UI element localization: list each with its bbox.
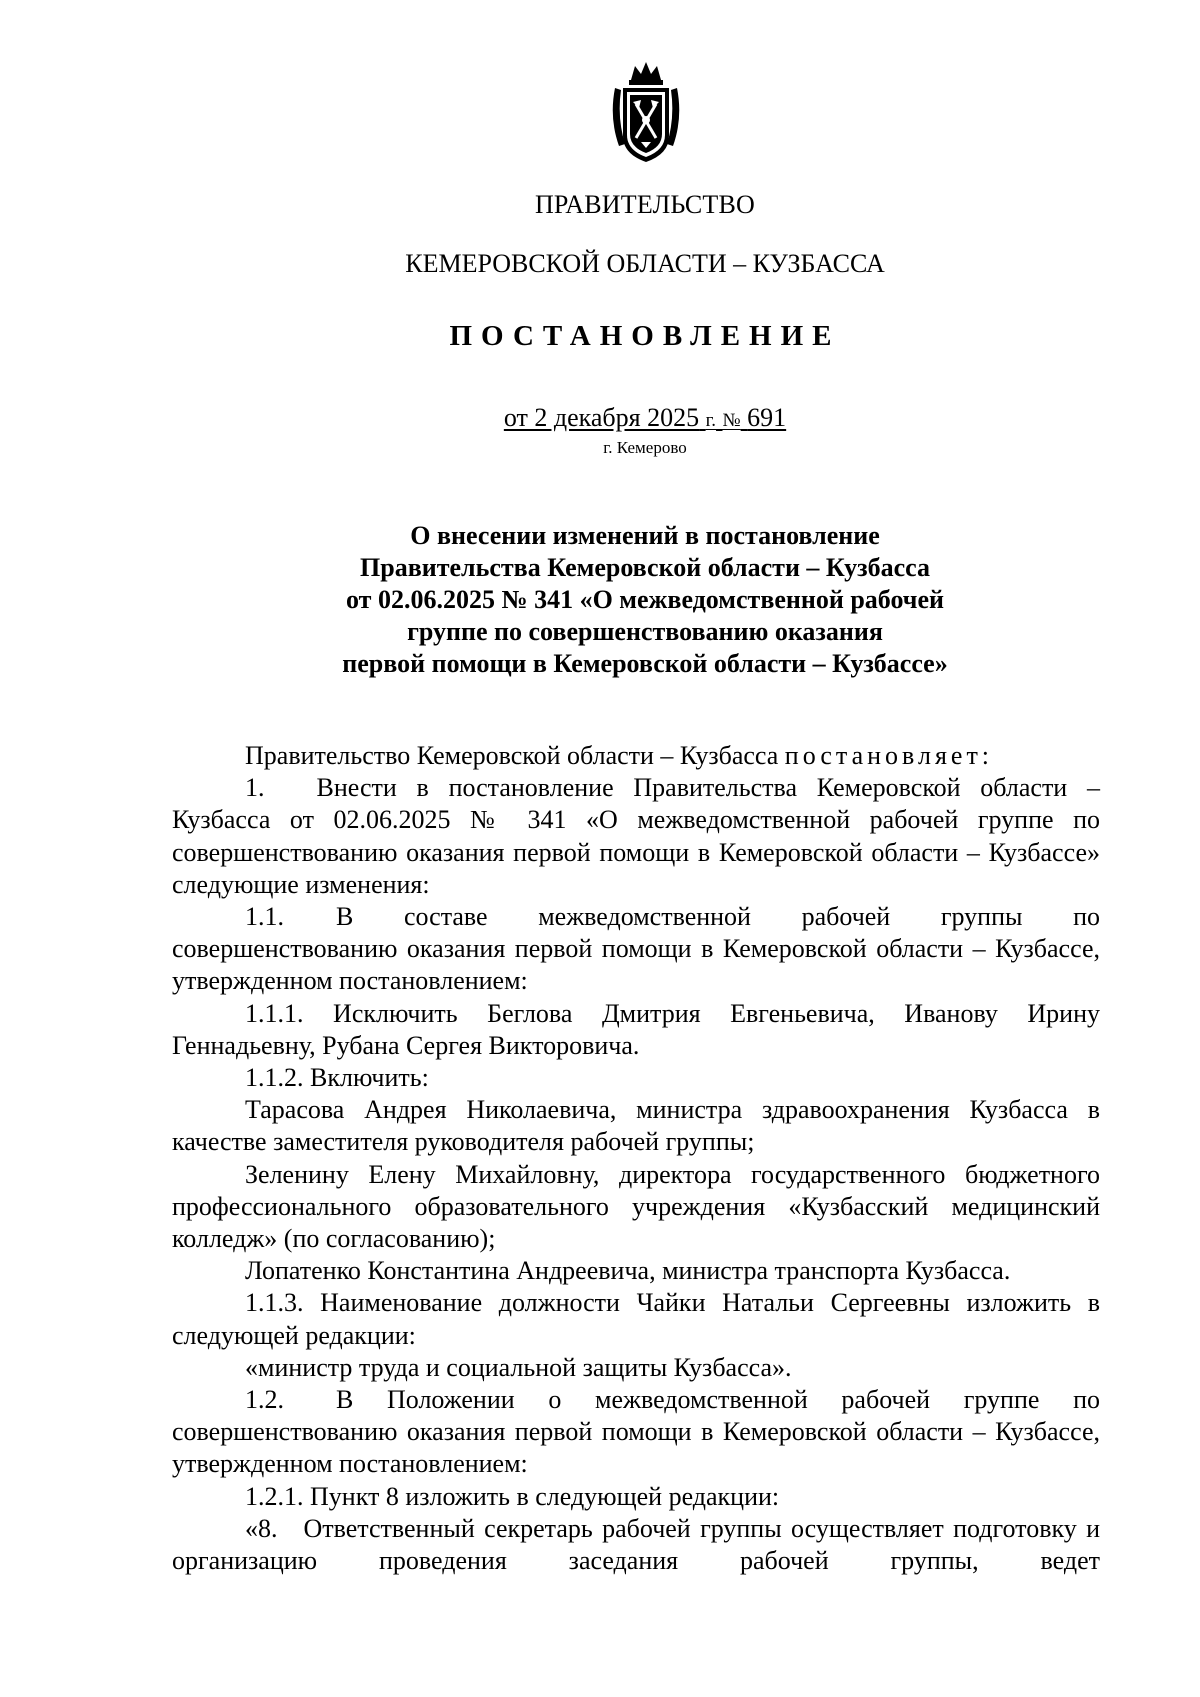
intro-keyword: постановляет: bbox=[784, 741, 994, 770]
title-line: первой помощи в Кемеровской области – Кузбассе» bbox=[342, 649, 948, 678]
paragraph-1-1-3: 1.1.3. Наименование должности Чайки Натальи Сергеевны изложить в следующей редакции: bbox=[172, 1288, 1100, 1350]
government-name-line-1: ПРАВИТЕЛЬСТВО bbox=[534, 190, 756, 219]
title-line: Правительства Кемеровской области – Кузбасса bbox=[360, 553, 930, 582]
document-body bbox=[172, 740, 1100, 1577]
paragraph-lopatenko: Лопатенко Константина Андреевича, министра транспорта Кузбасса. bbox=[245, 1256, 1011, 1286]
paragraph-tarasov: Тарасова Андрея Николаевича, министра здравоохранения Кузбасса в качестве заместителя руководителя рабочей группы; bbox=[172, 1095, 1100, 1157]
paragraph-1-1-2: 1.1.2. Включить: bbox=[245, 1063, 429, 1093]
coat-of-arms-kuzbass-icon bbox=[605, 58, 687, 168]
document-city: г. Кемерово bbox=[603, 438, 687, 457]
document-date: от 2 декабря 2025 bbox=[503, 403, 700, 432]
paragraph-1-2: 1.2. В Положении о межведомственной рабочей группе по совершенствованию оказания первой помощи в Кемеровской области – Кузбассе, утвержденном постановлением: bbox=[172, 1385, 1100, 1479]
paragraph-1: 1. Внести в постановление Правительства Кемеровской области – Кузбасса от 02.06.2025 № 341 «О межведомственной рабочей группе по совершенствованию оказания первой помощи в Кемеровской области – Кузбассе» следующие изменения: bbox=[172, 773, 1100, 899]
paragraph-1-1: 1.1. В составе межведомственной рабочей группы по совершенствованию оказания первой помощи в Кемеровской области – Кузбассе, утвержденном постановлением: bbox=[172, 902, 1100, 996]
intro-text: Правительство Кемеровской области – Кузбасса bbox=[245, 741, 785, 770]
document-title bbox=[0, 520, 1200, 680]
document-date-number bbox=[0, 403, 1200, 433]
paragraph-1-1-1: 1.1.1. Исключить Беглова Дмитрия Евгеньевича, Иванову Ирину Геннадьевну, Рубана Сергея Викторовича. bbox=[172, 998, 1100, 1060]
government-name-line-2: КЕМЕРОВСКОЙ ОБЛАСТИ – КУЗБАССА bbox=[405, 249, 885, 278]
paragraph-quote: «министр труда и социальной защиты Кузбасса». bbox=[245, 1352, 792, 1382]
paragraph-8: «8. Ответственный секретарь рабочей группы осуществляет подготовку и организацию проведения заседания рабочей группы, ведет bbox=[172, 1513, 1100, 1576]
title-line: О внесении изменений в постановление bbox=[410, 521, 880, 550]
year-suffix: г. bbox=[705, 410, 717, 431]
document-type: ПОСТАНОВЛЕНИЕ bbox=[449, 320, 841, 352]
title-line: от 02.06.2025 № 341 «О межведомственной рабочей bbox=[346, 585, 944, 614]
document-number: 691 bbox=[747, 403, 787, 432]
paragraph-zelenina: Зеленину Елену Михайловну, директора государственного бюджетного профессионального образовательного учреждения «Кузбасский медицинский колледж» (по согласованию); bbox=[172, 1159, 1100, 1254]
paragraph-1-2-1: 1.2.1. Пункт 8 изложить в следующей редакции: bbox=[245, 1481, 780, 1511]
intro-paragraph bbox=[172, 740, 1100, 772]
number-sign: № bbox=[722, 410, 741, 431]
title-line: группе по совершенствованию оказания bbox=[407, 617, 883, 646]
